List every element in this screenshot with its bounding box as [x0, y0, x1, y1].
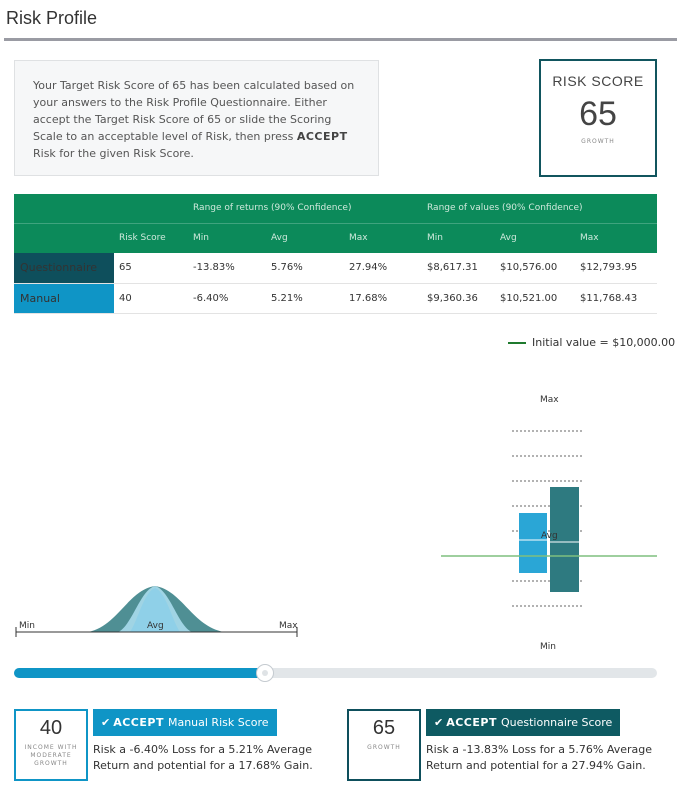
questionnaire-score-caption: GROWTH	[367, 744, 401, 751]
table-row-questionnaire	[14, 253, 657, 283]
legend-line-icon	[508, 342, 526, 344]
accept-questionnaire-strong: ACCEPT	[446, 716, 497, 729]
range-max-label: Max	[540, 395, 559, 405]
chart-legend	[508, 336, 675, 349]
header-ret-avg: Avg	[266, 223, 344, 253]
row-label: Manual	[14, 283, 114, 313]
cell-ret-avg: 5.76%	[266, 253, 344, 283]
check-icon: ✔	[434, 716, 444, 729]
cell-val-min: $9,360.36	[422, 283, 495, 313]
legend-initial-value: Initial value = $10,000.00	[532, 336, 676, 349]
distribution-max-label: Max	[279, 621, 298, 631]
page-title: Risk Profile	[6, 8, 98, 28]
cell-ret-max: 17.68%	[344, 283, 422, 313]
header-ret-max: Max	[344, 223, 422, 253]
accept-manual-label: Manual Risk Score	[167, 716, 269, 729]
table-group-header-row	[14, 194, 657, 223]
table-header-row	[14, 223, 657, 253]
risk-table	[14, 194, 657, 314]
manual-score-value: 40	[39, 717, 63, 739]
slider-handle[interactable]	[256, 664, 274, 682]
distribution-min-label: Min	[19, 621, 35, 631]
cell-ret-min: -6.40%	[188, 283, 266, 313]
cell-val-max: $12,793.95	[575, 253, 657, 283]
info-text-after: Risk for the given Risk Score.	[33, 147, 194, 160]
cell-val-avg: $10,576.00	[495, 253, 575, 283]
header-val-max: Max	[575, 223, 657, 253]
range-min-label: Min	[540, 642, 556, 652]
questionnaire-score-value: 65	[372, 717, 396, 739]
header-ret-min: Min	[188, 223, 266, 253]
risk-score-slider[interactable]	[14, 668, 657, 678]
cell-val-max: $11,768.43	[575, 283, 657, 313]
group-values-header: Range of values (90% Confidence)	[422, 194, 657, 223]
range-avg-label: Avg	[541, 531, 558, 541]
manual-score-caption: INCOME WITH MODERATE GROWTH	[24, 744, 78, 767]
info-accept-word: ACCEPT	[296, 130, 348, 143]
header-val-min: Min	[422, 223, 495, 253]
accept-questionnaire-button[interactable]	[426, 709, 620, 736]
cell-ret-avg: 5.21%	[266, 283, 344, 313]
accept-manual-button[interactable]	[93, 709, 277, 736]
risk-score-category: GROWTH	[581, 138, 615, 145]
table-row-manual	[14, 283, 657, 313]
manual-score-box	[14, 709, 88, 781]
check-icon: ✔	[101, 716, 111, 729]
distribution-avg-label: Avg	[147, 621, 164, 631]
manual-description: Risk a -6.40% Loss for a 5.21% Average Return and potential for a 17.68% Gain.	[93, 743, 313, 772]
cell-score: 65	[114, 253, 188, 283]
info-text-before: Your Target Risk Score of 65 has been calculated based on your answers to the Risk Profile Questionnaire. Either accept the Target Risk Score of 65 or slide the Scoring Scale to an acceptable level of Risk, then press	[33, 79, 355, 143]
manual-range-bar	[519, 513, 547, 573]
cell-val-min: $8,617.31	[422, 253, 495, 283]
row-label: Questionnaire	[14, 253, 114, 283]
questionnaire-description: Risk a -13.83% Loss for a 5.76% Average Return and potential for a 27.94% Gain.	[426, 743, 653, 772]
risk-score-label: RISK SCORE	[552, 73, 644, 89]
accept-manual-strong: ACCEPT	[113, 716, 164, 729]
cell-ret-min: -13.83%	[188, 253, 266, 283]
accept-questionnaire-label: Questionnaire Score	[500, 716, 613, 729]
info-message	[14, 60, 379, 176]
slider-fill	[14, 668, 265, 678]
header-val-avg: Avg	[495, 223, 575, 253]
cell-score: 40	[114, 283, 188, 313]
cell-ret-max: 27.94%	[344, 253, 422, 283]
questionnaire-score-box	[347, 709, 421, 781]
title-divider	[4, 38, 677, 41]
group-returns-header: Range of returns (90% Confidence)	[188, 194, 422, 223]
header-risk-score: Risk Score	[114, 223, 188, 253]
cell-val-avg: $10,521.00	[495, 283, 575, 313]
risk-score-box	[539, 59, 657, 177]
risk-score-value: 65	[579, 95, 617, 133]
risk-chart	[0, 380, 677, 660]
